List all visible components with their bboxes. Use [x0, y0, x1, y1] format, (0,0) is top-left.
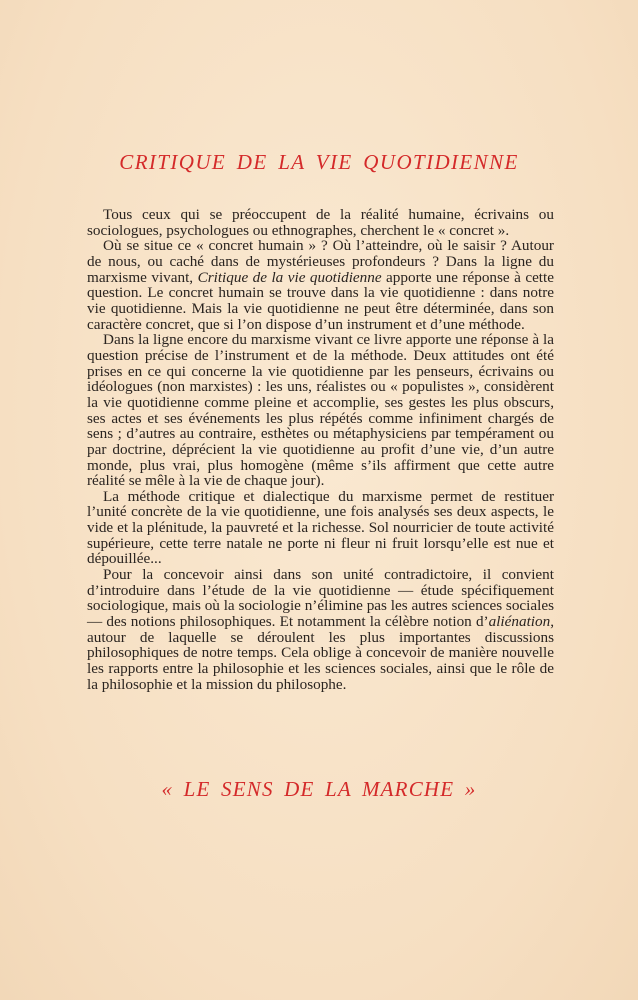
paragraph-text: Dans la ligne encore du marxisme vivant ce livre apporte une réponse à la question précise de l’instrument et de la méthode. Deux attitudes ont été prises en ce qui concerne la vie quotidienne par les penseurs, écrivains ou idéologues (non marxistes) : les uns, réalistes ou « populistes », considèrent la vie quotidienne comme pleine et accomplie, ses gestes les plus obscurs, ses actes et ses événements les plus répétés comme infiniment chargés de sens ; d’autres au contraire, esthètes ou métaphysiciens par tempérament ou par doctrine, déprécient la vie quotidienne au profit d’une vie, d’un autre monde, plus vrai, plus homogène (même s’ils affirment que cette autre réalité se mêle à la vie de chaque jour). [87, 331, 554, 490]
paragraph-1 [87, 207, 554, 238]
alienation-emphasis: aliénation [488, 613, 551, 631]
paragraph-text: , autour de laquelle se déroulent les plus importantes discussions philosophiques de notre temps. Cela oblige à concevoir de manière nouvelle les rapports entre la philosophie et les sciences sociales, ainsi que le rôle de la philosophie et la mission du philosophe. [87, 613, 554, 693]
paragraph-text: Tous ceux qui se préoccupent de la réalité humaine, écrivains ou sociologues, psychologues ou ethnographes, cherchent le « concret ». [87, 206, 554, 239]
paragraph-3 [87, 332, 554, 489]
paragraph-4 [87, 489, 554, 567]
paragraph-text: Pour la concevoir ainsi dans son unité contradictoire, il convient d’introduire dans l’étude de la vie quotidienne — étude spécifiquement sociologique, mais où la sociologie n’élimine pas les autres sciences sociales — des notions philosophiques. Et notamment la célèbre notion d’ [87, 566, 554, 631]
book-title: CRITIQUE DE LA VIE QUOTIDIENNE [119, 150, 519, 174]
paragraph-5 [87, 567, 554, 692]
paragraph-text: apporte une réponse à cette question. Le concret humain se trouve dans la vie quotidienne : dans notre vie quotidienne. Mais la vie quotidienne ne peut être déterminée, dans son caractère concret, que si l’on dispose d’un instrument et d’une méthode. [87, 268, 554, 333]
series-title: « LE SENS DE LA MARCHE » [161, 777, 477, 801]
paragraph-text: La méthode critique et dialectique du marxisme permet de restituer l’unité concrète de la vie quotidienne, une fois analysés ses deux aspects, le vide et la plénitude, la pauvreté et la richesse. Sol nourricier de toute activité supérieure, cette terre natale ne porte ni fleur ni fruit lorsqu’elle est nue et dépouillée... [87, 487, 554, 568]
paragraph-text: Où se situe ce « concret humain » ? Où l’atteindre, où le saisir ? Autour de nous, ou caché dans de mystérieuses profondeurs ? Dans la ligne du marxisme vivant, [87, 237, 554, 286]
paragraph-2 [87, 238, 554, 332]
blurb-text [87, 207, 554, 692]
book-title-emphasis: Critique de la vie quotidienne [197, 268, 382, 286]
